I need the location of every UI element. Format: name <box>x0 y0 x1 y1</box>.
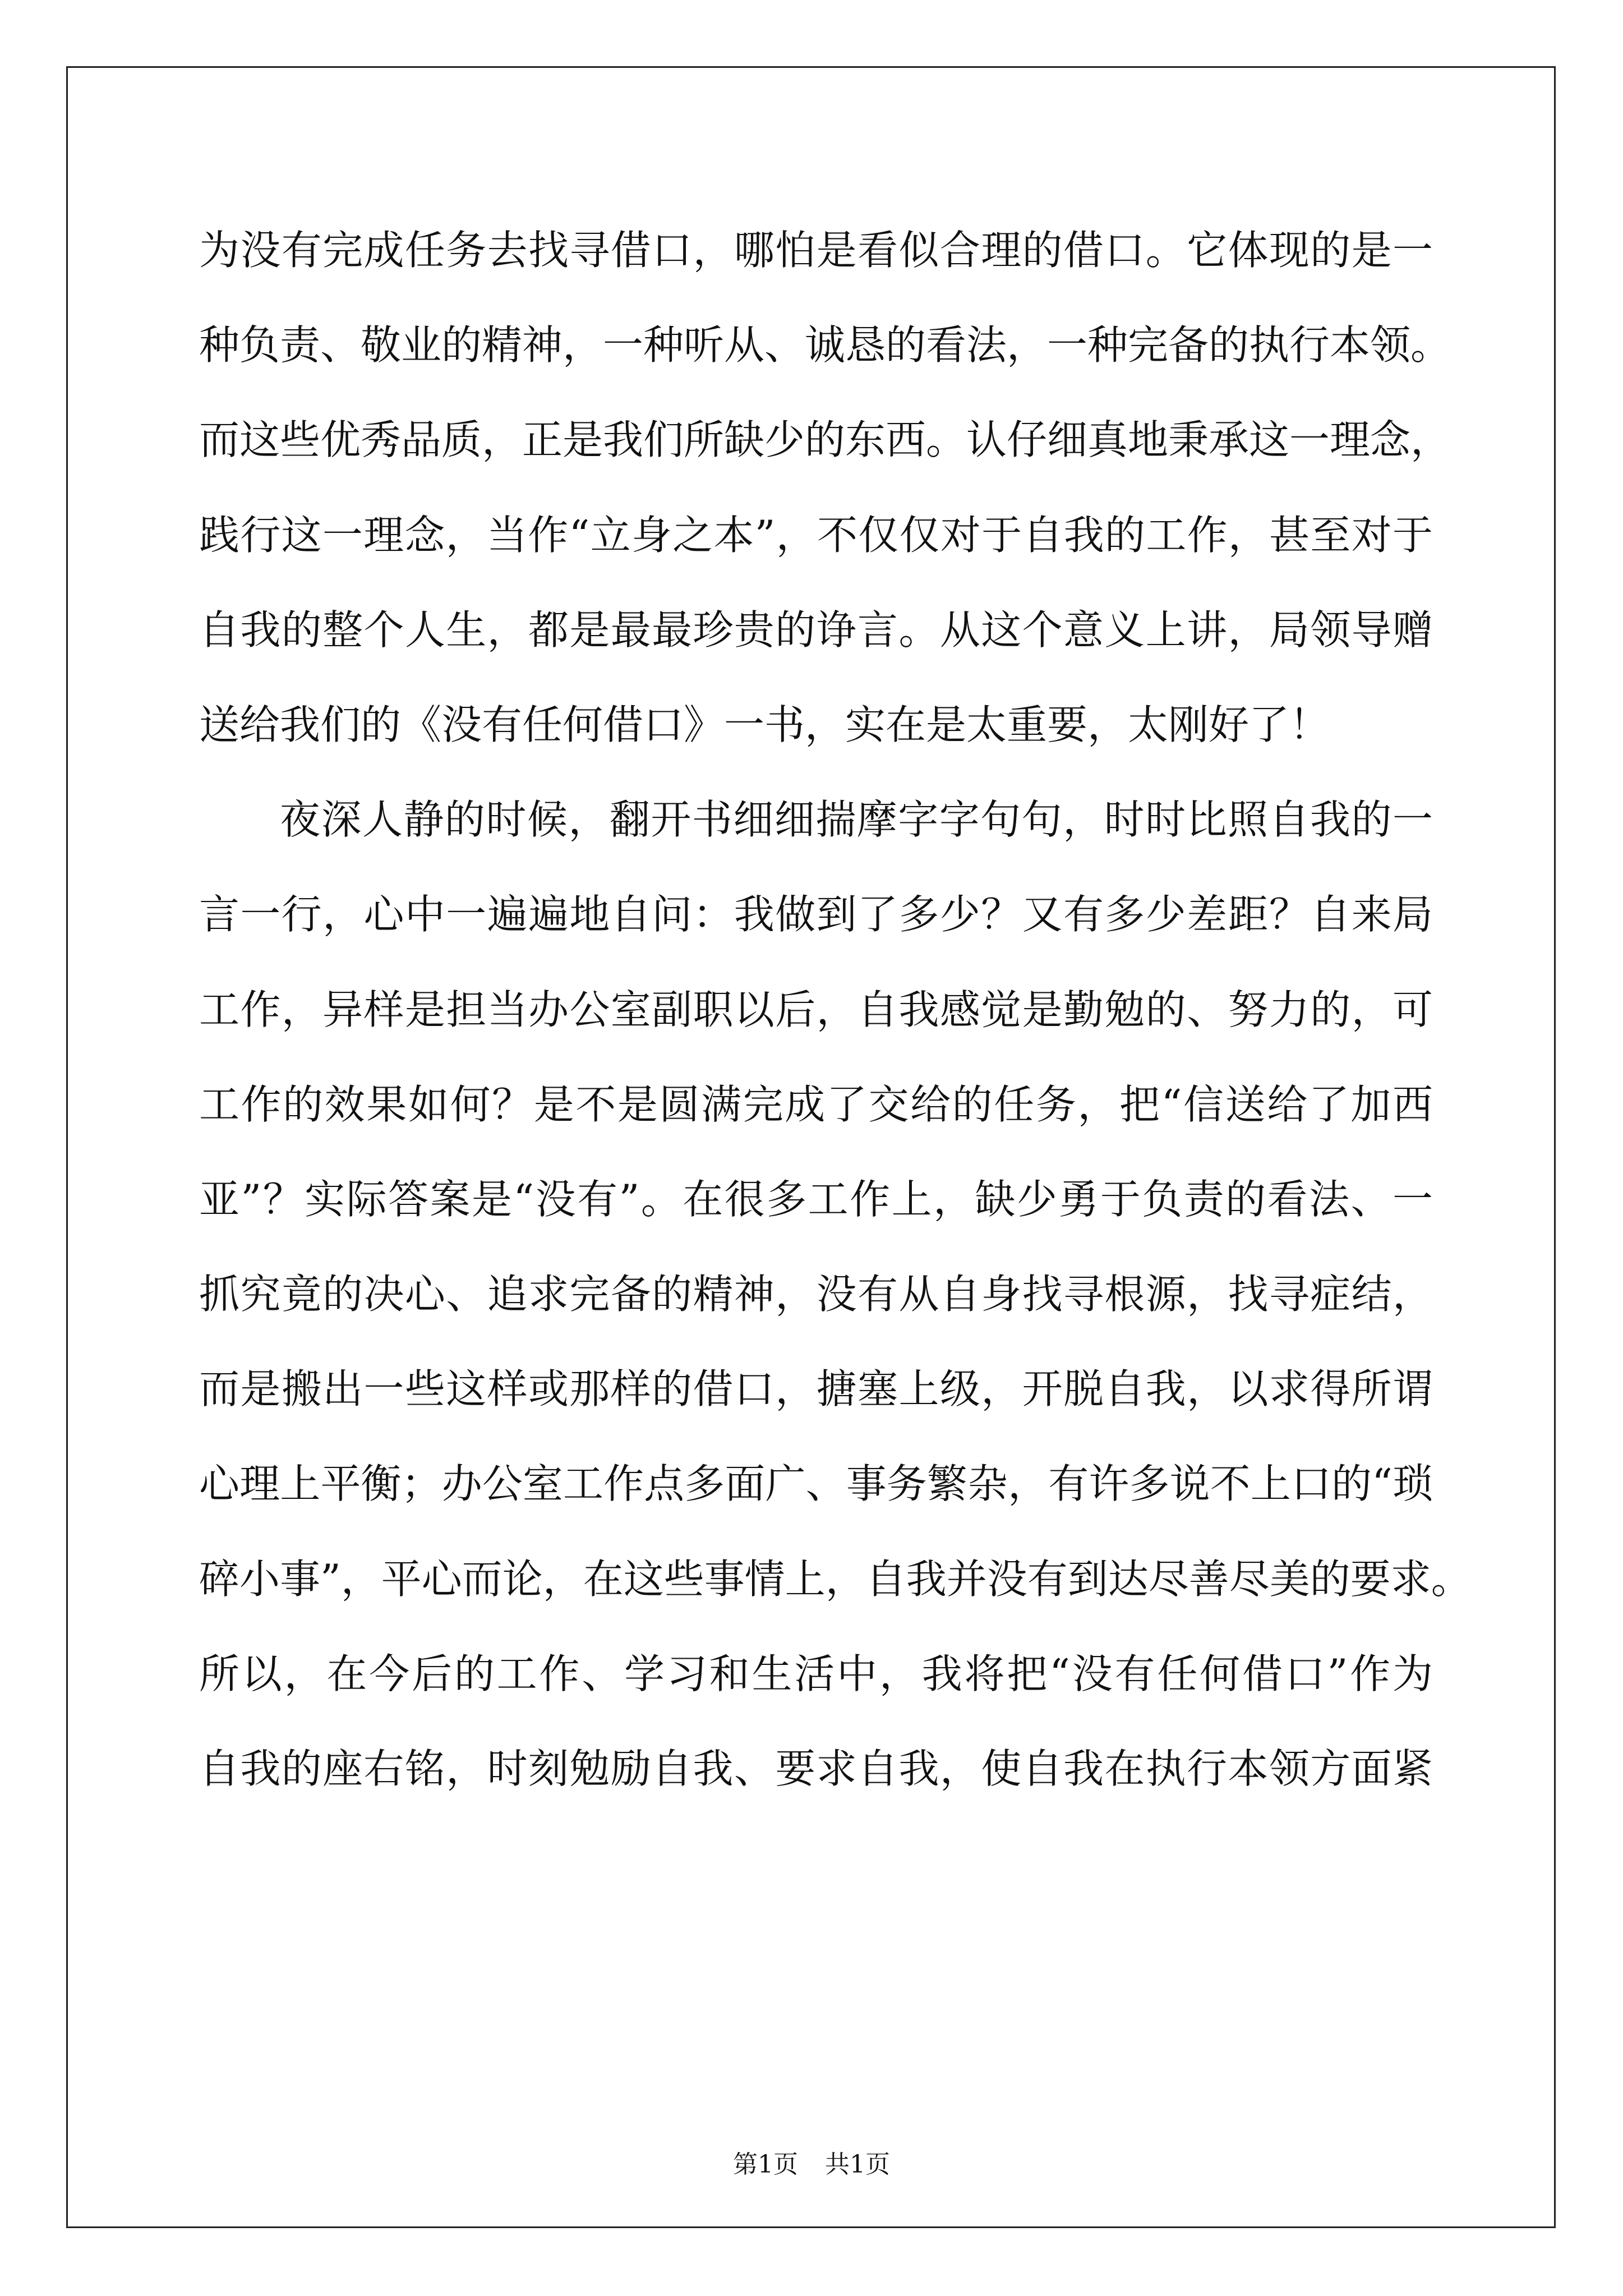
text-line-5: 自我的整个人生，都是最最珍贵的诤言。从这个意义上讲，局领导赠 <box>199 606 1433 654</box>
text-line-1: 为没有完成任务去找寻借口，哪怕是看似合理的借口。它体现的是一 <box>199 227 1433 274</box>
text-line-11: 亚”？实际答案是“没有”。在很多工作上，缺少勇于负责的看法、一 <box>199 1175 1433 1223</box>
text-line-9: 工作，异样是担当办公室副职以后，自我感觉是勤勉的、努力的，可 <box>199 986 1433 1033</box>
text-line-17: 自我的座右铭，时刻勉励自我、要求自我，使自我在执行本领方面紧 <box>199 1745 1433 1792</box>
text-line-12: 抓究竟的决心、追求完备的精神，没有从自身找寻根源，找寻症结， <box>199 1271 1433 1318</box>
text-line-2: 种负责、敬业的精神，一种听从、诚恳的看法，一种完备的执行本领。 <box>199 321 1451 369</box>
text-line-10: 工作的效果如何？是不是圆满完成了交给的任务，把“信送给了加西 <box>199 1080 1433 1128</box>
total-pages: 共1页 <box>825 2150 890 2179</box>
text-line-13: 而是搬出一些这样或那样的借口，搪塞上级，开脱自我，以求得所谓 <box>199 1365 1433 1413</box>
text-line-16: 所以，在今后的工作、学习和生活中，我将把“没有任何借口”作为 <box>199 1650 1433 1697</box>
text-line-14: 心理上平衡；办公室工作点多面广、事务繁杂，有许多说不上口的“琐 <box>199 1460 1433 1508</box>
text-line-3: 而这些优秀品质，正是我们所缺少的东西。认仔细真地秉承这一理念， <box>199 416 1451 464</box>
text-line-6: 送给我们的《没有任何借口》一书，实在是太重要，太刚好了！ <box>199 701 1330 748</box>
page-number: 第1页 <box>733 2150 798 2179</box>
text-line-15: 碎小事”，平心而论，在这些事情上，自我并没有到达尽善尽美的要求。 <box>199 1555 1472 1603</box>
body-text <box>199 203 1472 1816</box>
text-line-4: 践行这一理念，当作“立身之本”，不仅仅对于自我的工作，甚至对于 <box>199 511 1433 559</box>
text-line-7: 夜深人静的时候，翻开书细细揣摩字字句句，时时比照自我的一 <box>280 796 1433 844</box>
text-line-8: 言一行，心中一遍遍地自问：我做到了多少？又有多少差距？自来局 <box>199 891 1433 938</box>
page-footer <box>0 2144 1623 2180</box>
